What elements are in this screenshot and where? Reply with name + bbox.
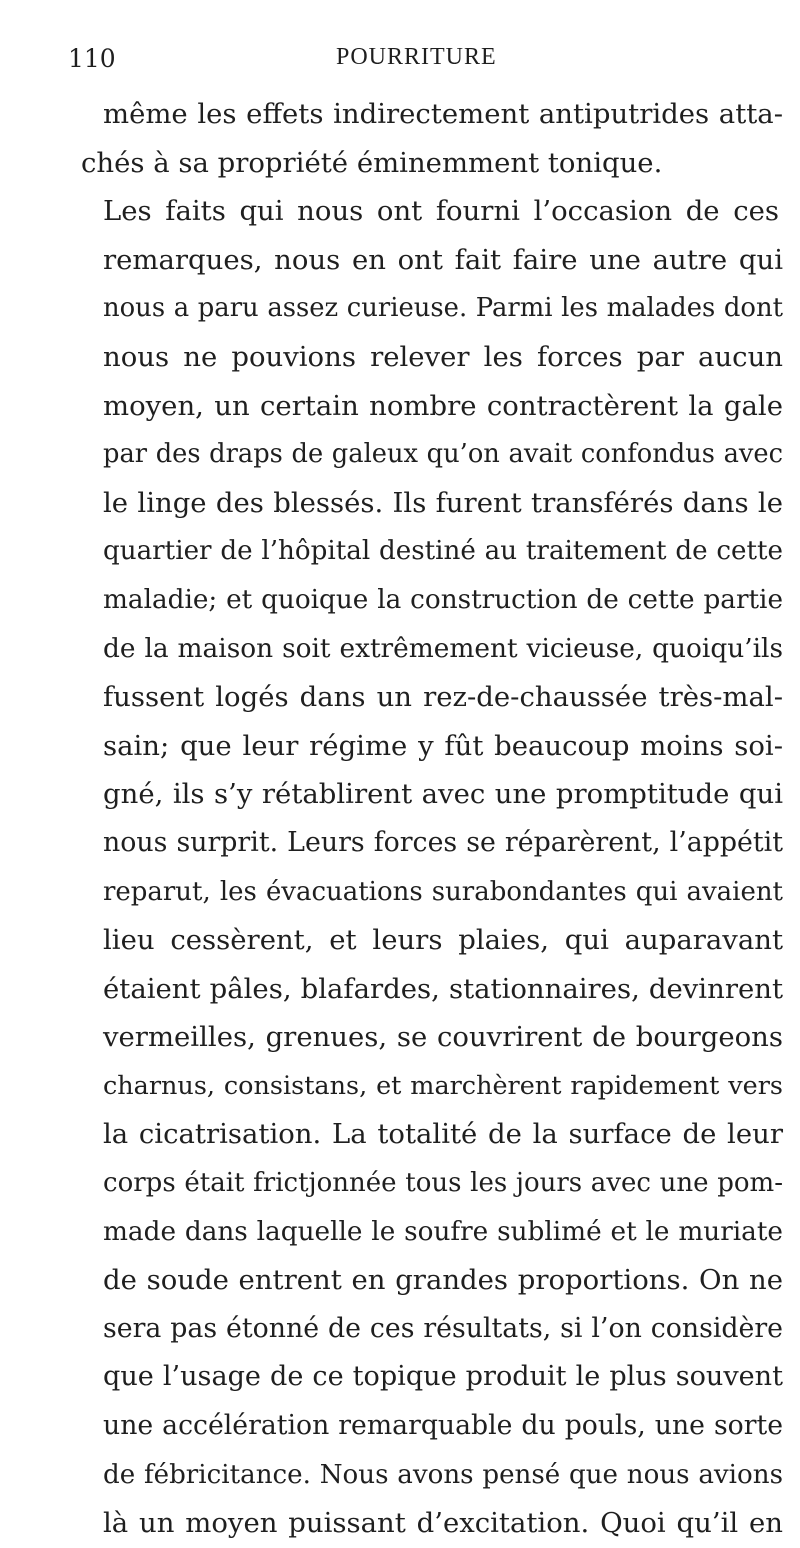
text-line: même les effets indirectement antiputrides atta- bbox=[103, 98, 783, 130]
page-number: 110 bbox=[68, 44, 116, 73]
body-text bbox=[81, 90, 783, 1548]
text-line: nous a paru assez curieuse. Parmi les malades dont bbox=[103, 293, 783, 324]
text-line: maladie; et quoique la construction de cette partie bbox=[103, 584, 783, 615]
text-line: sera pas étonné de ces résultats, si l’on considère bbox=[103, 1312, 783, 1344]
text-line: moyen, un certain nombre contractèrent la gale bbox=[103, 389, 783, 422]
text-line: chés à sa propriété éminemment tonique. bbox=[81, 146, 663, 179]
text-line: charnus, consistans, et marchèrent rapidement vers bbox=[103, 1070, 783, 1101]
text-line: de soude entrent en grandes proportions. On ne bbox=[103, 1264, 783, 1297]
running-head: POURRITURE bbox=[336, 44, 497, 70]
text-line: que l’usage de ce topique produit le plus souvent bbox=[103, 1361, 783, 1393]
text-line: corps était frictjonnée tous les jours avec une pom- bbox=[103, 1168, 783, 1199]
text-line: sain; que leur régime y fût beaucoup moins soi- bbox=[103, 729, 783, 762]
text-line: nous surprit. Leurs forces se réparèrent, l’appétit bbox=[103, 826, 783, 858]
text-line: made dans laquelle le soufre sublimé et le muriate bbox=[103, 1216, 783, 1247]
text-line: remarques, nous en ont fait faire une autre qui bbox=[103, 243, 783, 276]
text-line: vermeilles, grenues, se couvrirent de bourgeons bbox=[103, 1021, 783, 1054]
text-line: de la maison soit extrêmement vicieuse, quoiqu’ils bbox=[103, 633, 783, 664]
text-line: gné, ils s’y rétablirent avec une promptitude qui bbox=[103, 778, 783, 811]
text-line: par des draps de galeux qu’on avait confondus avec bbox=[103, 439, 783, 470]
text-line: le linge des blessés. Ils furent transférés dans le bbox=[103, 486, 783, 519]
text-line: fussent logés dans un rez-de-chaussée très-mal- bbox=[103, 681, 783, 714]
text-line: étaient pâles, blafardes, stationnaires, devinrent bbox=[103, 972, 783, 1005]
page-header bbox=[68, 44, 742, 84]
text-line: là un moyen puissant d’excitation. Quoi qu’il en bbox=[103, 1507, 783, 1540]
text-line: reparut, les évacuations surabondantes qui avaient bbox=[103, 876, 783, 907]
text-line: quartier de l’hôpital destiné au traitement de cette bbox=[103, 536, 783, 567]
text-line: de fébricitance. Nous avons pensé que nous avions bbox=[103, 1459, 783, 1490]
text-line: la cicatrisation. La totalité de la surface de leur bbox=[103, 1118, 783, 1151]
text-line: lieu cessèrent, et leurs plaies, qui auparavant bbox=[103, 924, 783, 957]
text-line: Les faits qui nous ont fourni l’occasion de ces bbox=[103, 195, 779, 228]
text-line: une accélération remarquable du pouls, une sorte bbox=[103, 1410, 783, 1442]
text-line: nous ne pouvions relever les forces par aucun bbox=[103, 340, 783, 373]
